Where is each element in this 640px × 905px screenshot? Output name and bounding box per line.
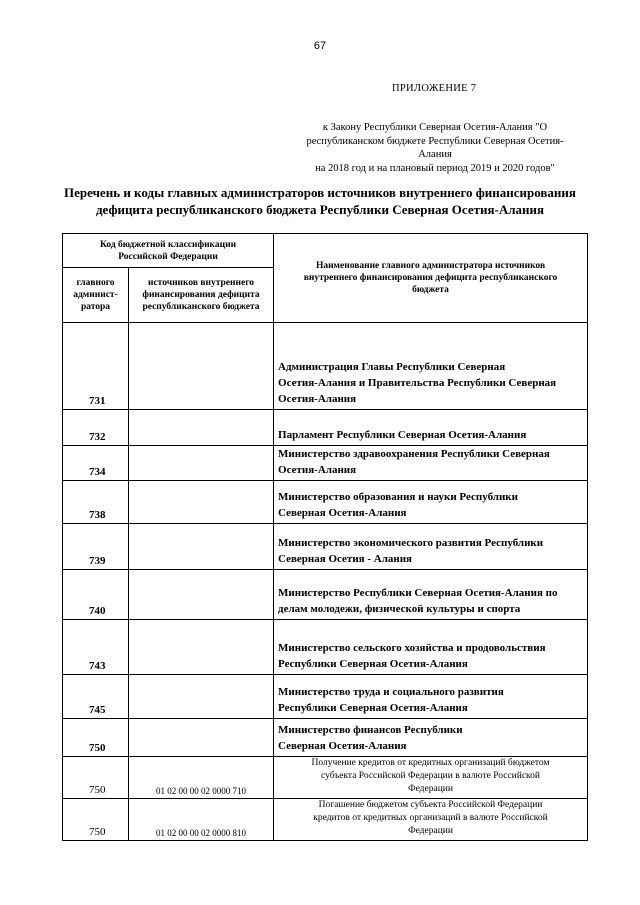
- cell-administrator-name: [274, 481, 588, 524]
- name-line: Федерации: [408, 826, 453, 836]
- name-line: Северная Осетия - Алания: [278, 553, 413, 565]
- name-line: делам молодежи, физической культуры и спорта: [278, 603, 521, 615]
- cell-admin-code: 740: [63, 570, 129, 620]
- name-line: Федерации: [408, 784, 453, 794]
- name-line: Погашение бюджетом субъекта Российской Федерации: [318, 800, 543, 810]
- cell-source-code: [129, 719, 274, 757]
- table-row: [63, 410, 588, 446]
- header-financing-sources: [129, 268, 274, 323]
- cell-admin-code: 734: [63, 446, 129, 481]
- name-line: Министерство сельского хозяйства и продовольствия: [278, 642, 546, 654]
- name-line: Осетия-Алания: [278, 464, 357, 476]
- cell-administrator-name: [274, 323, 588, 410]
- name-line: Министерство экономического развития Республики: [278, 537, 544, 549]
- name-line: Министерство труда и социального развития: [278, 686, 504, 698]
- name-line: Осетия-Алания и Правительства Республики Северная: [278, 377, 557, 389]
- law-reference-line: республиканском бюджете Республики Северная Осетия-Алания: [306, 135, 564, 160]
- name-line: кредитов от кредитных организаций в валюте Российской: [313, 813, 548, 823]
- cell-admin-code: 743: [63, 620, 129, 675]
- cell-source-code: [129, 570, 274, 620]
- table-row: [63, 524, 588, 570]
- header-source-line: финансирования дефицита: [142, 290, 260, 300]
- table-row: [63, 481, 588, 524]
- cell-administrator-name: [274, 620, 588, 675]
- header-name-line: бюджета: [412, 285, 449, 295]
- name-line: Министерство финансов Республики: [278, 724, 463, 736]
- header-name-line: Наименование главного администратора источников: [315, 261, 546, 271]
- cell-source-code: [129, 323, 274, 410]
- table-row: [63, 570, 588, 620]
- cell-admin-code: 732: [63, 410, 129, 446]
- name-line: Северная Осетия-Алания: [278, 507, 407, 519]
- law-reference-line: на 2018 год и на плановый период 2019 и 2020 годов": [315, 162, 555, 174]
- name-line: Парламент Республики Северная Осетия-Алания: [278, 429, 527, 441]
- cell-admin-code: 745: [63, 675, 129, 719]
- appendix-label: ПРИЛОЖЕНИЕ 7: [392, 83, 477, 94]
- cell-admin-code: 750: [63, 719, 129, 757]
- cell-source-code: [129, 524, 274, 570]
- cell-administrator-name: [274, 570, 588, 620]
- cell-source-code: [129, 675, 274, 719]
- header-main-administrator: [63, 268, 129, 323]
- cell-source-code: 01 02 00 00 02 0000 710: [129, 757, 274, 799]
- table-row: [63, 757, 588, 799]
- header-source-line: источников внутреннего: [147, 278, 255, 288]
- cell-admin-code: 750: [63, 757, 129, 799]
- name-line: Министерство Республики Северная Осетия-Алания по: [278, 587, 558, 599]
- cell-admin-code: 731: [63, 323, 129, 410]
- name-line: субъекта Российской Федерации в валюте Российской: [321, 771, 541, 781]
- header-admin-line: главного: [76, 278, 115, 288]
- cell-admin-code: 738: [63, 481, 129, 524]
- cell-source-code: [129, 620, 274, 675]
- name-line: Получение кредитов от кредитных организаций бюджетом: [311, 758, 550, 768]
- administrators-table: [62, 233, 588, 841]
- header-administrator-name: [274, 234, 588, 323]
- table-row: [63, 799, 588, 841]
- cell-admin-code: 739: [63, 524, 129, 570]
- document-title-line: Перечень и коды главных администраторов источников внутреннего финансирования: [64, 185, 576, 200]
- cell-administrator-name: [274, 524, 588, 570]
- law-reference-line: к Закону Республики Северная Осетия-Алания "О: [322, 122, 548, 133]
- cell-administrator-name: [274, 799, 588, 841]
- cell-source-code: [129, 446, 274, 481]
- table-row: [63, 675, 588, 719]
- law-reference: [290, 121, 580, 175]
- header-admin-line: админист-: [73, 290, 118, 300]
- page-number: 67: [313, 40, 327, 52]
- document-title: [40, 184, 600, 218]
- name-line: Республики Северная Осетия-Алания: [278, 658, 468, 670]
- header-name-line: внутреннего финансирования дефицита республиканского: [303, 273, 558, 283]
- name-line: Осетия-Алания: [278, 393, 357, 405]
- cell-administrator-name: [274, 410, 588, 446]
- name-line: Северная Осетия-Алания: [278, 740, 407, 752]
- table-row: [63, 446, 588, 481]
- header-admin-line: ратора: [80, 302, 111, 312]
- cell-admin-code: 750: [63, 799, 129, 841]
- cell-administrator-name: [274, 675, 588, 719]
- cell-administrator-name: [274, 446, 588, 481]
- cell-administrator-name: [274, 757, 588, 799]
- table-row: [63, 620, 588, 675]
- header-code-group-text: Код бюджетной классификации Российской Федерации: [99, 239, 237, 262]
- table-row: [63, 323, 588, 410]
- table-body: [63, 323, 588, 841]
- document-title-line: дефицита республиканского бюджета Республики Северная Осетия-Алания: [95, 202, 545, 217]
- cell-source-code: [129, 410, 274, 446]
- name-line: Администрация Главы Республики Северная: [278, 361, 506, 373]
- table-row: [63, 719, 588, 757]
- cell-administrator-name: [274, 719, 588, 757]
- header-source-line: республиканского бюджета: [142, 302, 260, 312]
- name-line: Министерство здравоохранения Республики Северная: [278, 448, 550, 460]
- header-code-group: [63, 234, 274, 268]
- name-line: Республики Северная Осетия-Алания: [278, 702, 468, 714]
- cell-source-code: [129, 481, 274, 524]
- cell-source-code: 01 02 00 00 02 0000 810: [129, 799, 274, 841]
- name-line: Министерство образования и науки Республики: [278, 491, 518, 503]
